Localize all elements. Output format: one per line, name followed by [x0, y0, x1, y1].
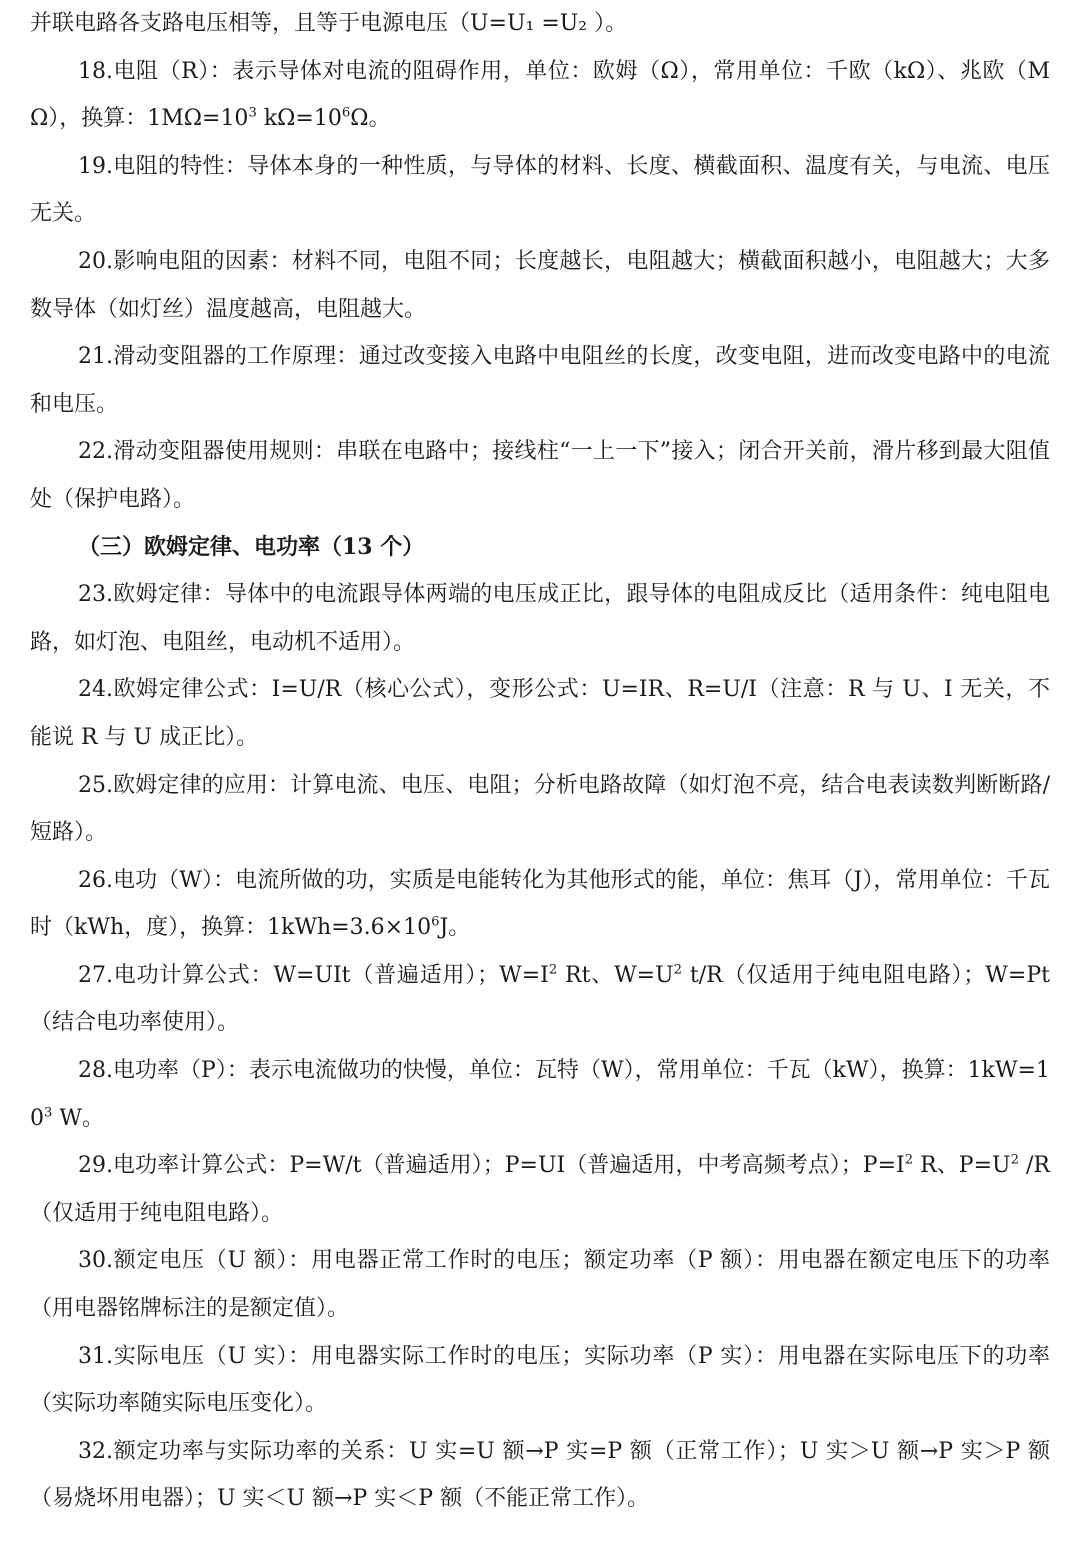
numbered-item-21 [30, 333, 1050, 428]
numbered-item-26 [30, 857, 1050, 952]
text-run: Rt、W=U [557, 962, 674, 988]
text-run: Ω。 [350, 106, 391, 132]
superscript: 2 [673, 962, 683, 978]
numbered-item-25 [30, 762, 1050, 857]
text-run: 22.滑动变阻器使用规则：串联在电路中；接线柱“一上一下”接入；闭合开关前，滑片移到最大阻值处（保护电路）。 [30, 439, 1050, 512]
text-run: 28.电功率（P）：表示电流做功的快慢，单位：瓦特（W），常用单位：千瓦（kW），换算：1kW=10 [30, 1058, 1050, 1131]
superscript: 3 [248, 105, 257, 121]
text-run: t/R（仅适用于纯电阻电路）；W=Pt（结合电功率使用）。 [30, 962, 1050, 1036]
text-run: 26.电功（W）：电流所做的功，实质是电能转化为其他形式的能，单位：焦耳（J），常用单位：千瓦时（kWh，度），换算：1kWh=3.6×10 [30, 867, 1050, 941]
text-run: R、P=U [913, 1153, 1011, 1179]
numbered-item-31 [30, 1333, 1050, 1428]
continued-paragraph [30, 0, 1050, 48]
text-run: 20.影响电阻的因素：材料不同，电阻不同；长度越长，电阻越大；横截面积越小，电阻越大；大多数导体（如灯丝）温度越高，电阻越大。 [30, 248, 1050, 322]
superscript: 2 [1010, 1152, 1019, 1168]
text-run: 25.欧姆定律的应用：计算电流、电压、电阻；分析电路故障（如灯泡不亮，结合电表读数判断断路/短路）。 [30, 772, 1050, 846]
text-run: （三）欧姆定律、电功率（13 个） [78, 533, 425, 560]
numbered-item-18 [30, 48, 1050, 143]
text-run: 并联电路各支路电压相等，且等于电源电压（U=U₁ =U₂ ）。 [30, 11, 628, 36]
text-run: 21.滑动变阻器的工作原理：通过改变接入电路中电阻丝的长度，改变电阻，进而改变电路中的电流和电压。 [30, 344, 1050, 417]
numbered-item-23 [30, 571, 1050, 666]
numbered-item-20 [30, 238, 1050, 333]
text-run: 18.电阻（R）：表示导体对电流的阻碍作用，单位：欧姆（Ω），常用单位：千欧（kΩ）、兆欧（MΩ），换算：1MΩ=10 [30, 58, 1050, 132]
numbered-item-22 [30, 428, 1050, 523]
numbered-item-27 [30, 952, 1050, 1047]
numbered-item-30 [30, 1237, 1050, 1332]
text-run: 32.额定功率与实际功率的关系：U 实=U 额→P 实=P 额（正常工作）；U 实＞U 额→P 实＞P 额（易烧坏用电器）；U 实＜U 额→P 实＜P 额（不能正常工作）。 [30, 1438, 1050, 1512]
text-run: 27.电功计算公式：W=UIt（普遍适用）；W=I [78, 962, 549, 988]
section-heading [30, 524, 1050, 572]
text-run: W。 [52, 1105, 104, 1131]
numbered-item-19 [30, 143, 1050, 238]
text-run: 29.电功率计算公式：P=W/t（普遍适用）；P=UI（普遍适用，中考高频考点）；P=I [78, 1153, 905, 1179]
numbered-item-28 [30, 1047, 1050, 1142]
text-run: 23.欧姆定律：导体中的电流跟导体两端的电压成正比，跟导体的电阻成反比（适用条件：纯电阻电路，如灯泡、电阻丝，电动机不适用）。 [30, 582, 1050, 655]
numbered-item-32 [30, 1428, 1050, 1523]
superscript: 6 [341, 105, 351, 121]
superscript: 3 [44, 1105, 53, 1121]
numbered-item-24 [30, 666, 1050, 761]
text-run: 30.额定电压（U 额）：用电器正常工作时的电压；额定功率（P 额）：用电器在额定电压下的功率（用电器铭牌标注的是额定值）。 [30, 1248, 1050, 1322]
superscript: 2 [548, 962, 558, 978]
text-run: 19.电阻的特性：导体本身的一种性质，与导体的材料、长度、横截面积、温度有关，与电流、电压无关。 [30, 153, 1050, 227]
text-run: 31.实际电压（U 实）：用电器实际工作时的电压；实际功率（P 实）：用电器在实际电压下的功率（实际功率随实际电压变化）。 [30, 1343, 1050, 1417]
text-run: 24.欧姆定律公式：I=U/R（核心公式），变形公式：U=IR、R=U/I（注意：R 与 U、I 无关，不能说 R 与 U 成正比）。 [30, 677, 1050, 750]
text-run: J。 [439, 915, 471, 941]
superscript: 6 [431, 914, 440, 930]
text-run: /R（仅适用于纯电阻电路）。 [30, 1153, 1050, 1226]
text-run: kΩ=10 [256, 106, 342, 132]
numbered-item-29 [30, 1142, 1050, 1237]
superscript: 2 [904, 1152, 914, 1168]
